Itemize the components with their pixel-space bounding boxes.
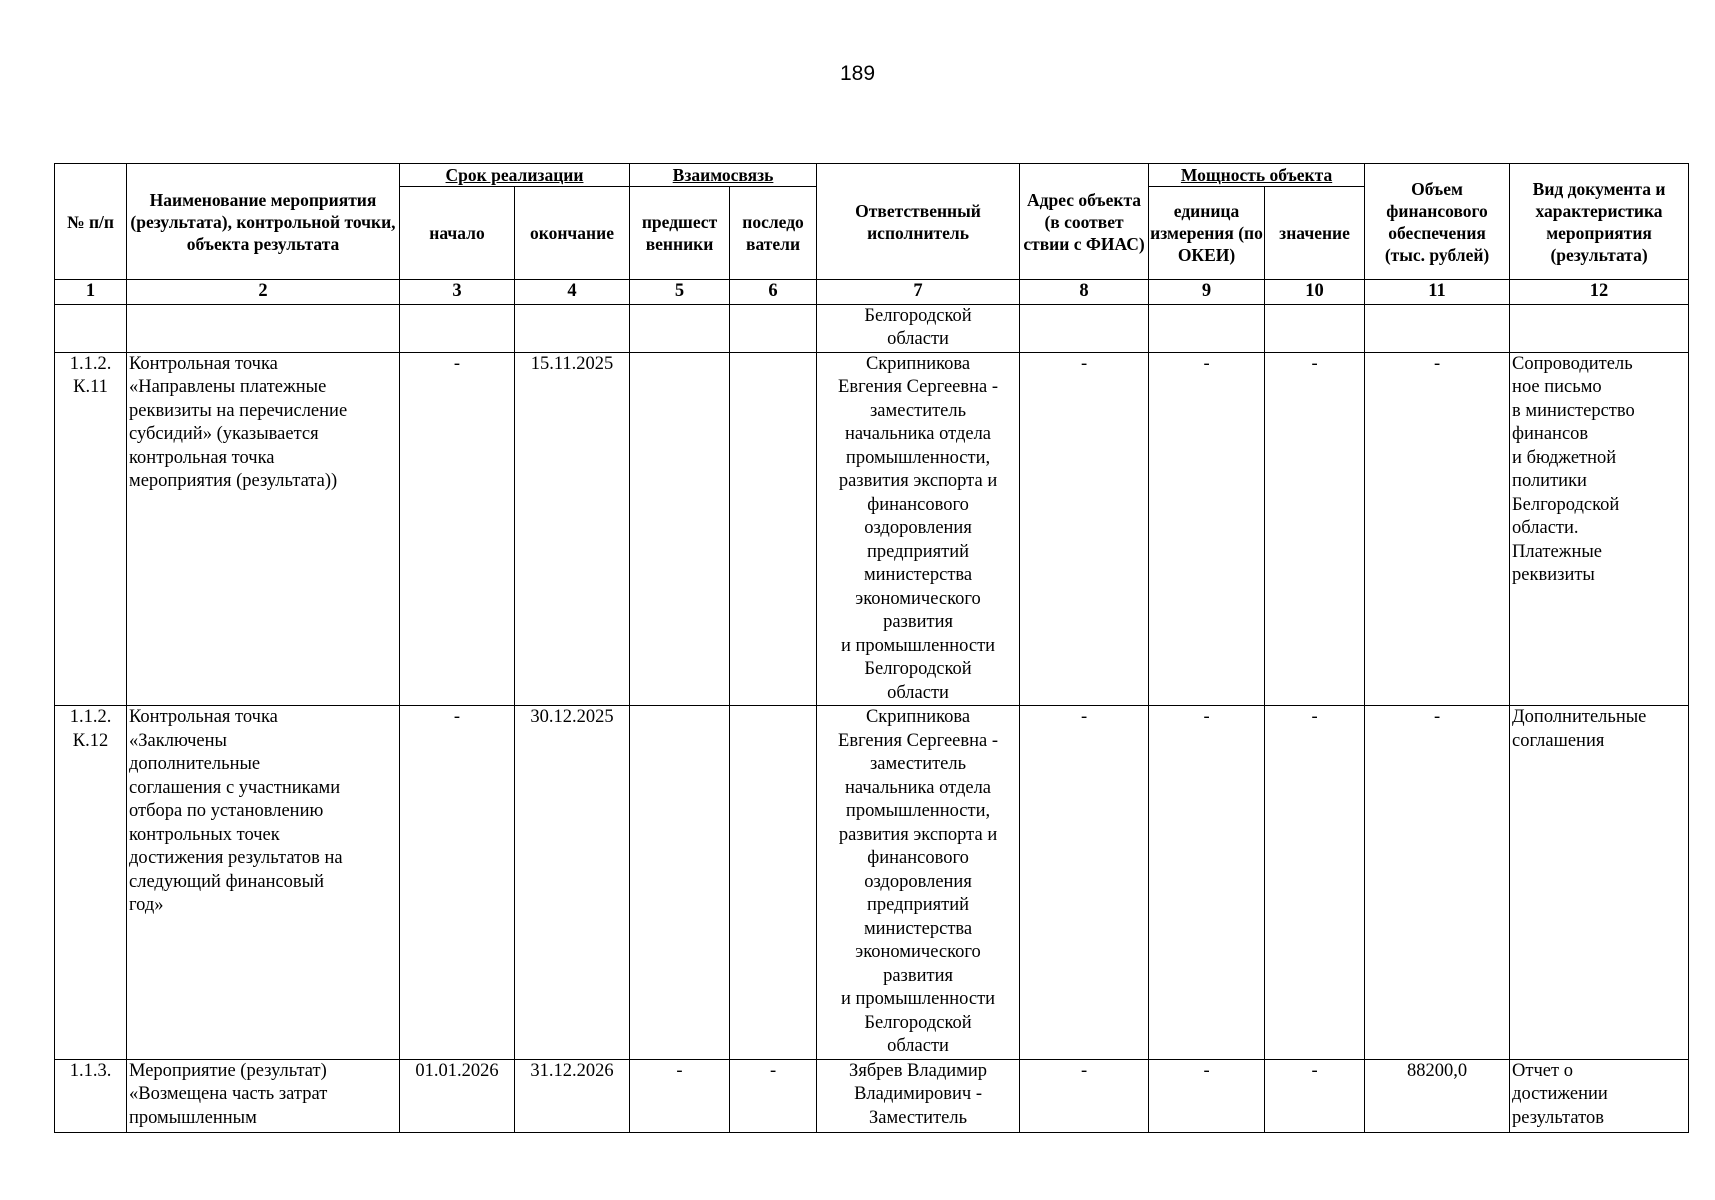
cell-end: 30.12.2025: [515, 706, 630, 1060]
cell-document: Отчет о достижении результатов: [1510, 1059, 1689, 1132]
header-power-group: Мощность объекта: [1149, 164, 1365, 187]
cell-num: 1.1.2. К.12: [55, 706, 127, 1060]
cell-responsible: Белгородской области: [817, 304, 1020, 352]
cell-document: Дополнительные соглашения: [1510, 706, 1689, 1060]
cell-value: -: [1265, 1059, 1365, 1132]
header-end: окончание: [515, 187, 630, 280]
cell-name: Контрольная точка «Направлены платежные реквизиты на перечисление субсидий» (указывается контрольная точка мероприятия (результата)): [127, 352, 400, 706]
cell-pred: -: [630, 1059, 730, 1132]
cell-finance: [1365, 304, 1510, 352]
cell-pred: [630, 352, 730, 706]
header-document: Вид документа и характеристика мероприятия (результата): [1510, 164, 1689, 280]
measures-table: [54, 163, 1689, 1133]
column-number: 11: [1365, 280, 1510, 305]
cell-succ: -: [730, 1059, 817, 1132]
cell-num: 1.1.3.: [55, 1059, 127, 1132]
cell-value: -: [1265, 706, 1365, 1060]
cell-name: Мероприятие (результат) «Возмещена часть затрат промышленным: [127, 1059, 400, 1132]
column-number: 6: [730, 280, 817, 305]
column-number: 4: [515, 280, 630, 305]
table-row: [55, 1059, 1689, 1132]
cell-num: [55, 304, 127, 352]
cell-unit: -: [1149, 352, 1265, 706]
cell-succ: [730, 352, 817, 706]
cell-finance: -: [1365, 352, 1510, 706]
column-number: 7: [817, 280, 1020, 305]
header-link-group: Взаимосвязь: [630, 164, 817, 187]
cell-value: [1265, 304, 1365, 352]
header-term-group: Срок реализации: [400, 164, 630, 187]
cell-name: [127, 304, 400, 352]
column-number: 8: [1020, 280, 1149, 305]
cell-address: -: [1020, 352, 1149, 706]
table-header-row: [55, 164, 1689, 187]
header-num: № п/п: [55, 164, 127, 280]
header-start: начало: [400, 187, 515, 280]
cell-unit: [1149, 304, 1265, 352]
cell-address: [1020, 304, 1149, 352]
cell-succ: [730, 304, 817, 352]
cell-responsible: Зябрев Владимир Владимирович - Заместитель: [817, 1059, 1020, 1132]
cell-document: [1510, 304, 1689, 352]
column-number: 9: [1149, 280, 1265, 305]
column-number: 5: [630, 280, 730, 305]
column-number: 10: [1265, 280, 1365, 305]
cell-document: Сопроводитель ное письмо в министерство финансов и бюджетной политики Белгородской области. Платежные реквизиты: [1510, 352, 1689, 706]
cell-value: -: [1265, 352, 1365, 706]
header-finance: Объем финансового обеспечения (тыс. рублей): [1365, 164, 1510, 280]
cell-end: 15.11.2025: [515, 352, 630, 706]
cell-unit: -: [1149, 706, 1265, 1060]
header-predecessors: предшест венники: [630, 187, 730, 280]
cell-finance: -: [1365, 706, 1510, 1060]
cell-start: 01.01.2026: [400, 1059, 515, 1132]
cell-name: Контрольная точка «Заключены дополнительные соглашения с участниками отбора по установлению контрольных точек достижения результатов на следующий финансовый год»: [127, 706, 400, 1060]
page-number: 189: [839, 62, 876, 85]
cell-succ: [730, 706, 817, 1060]
header-successors: последо ватели: [730, 187, 817, 280]
cell-pred: [630, 304, 730, 352]
header-value: значение: [1265, 187, 1365, 280]
cell-finance: 88200,0: [1365, 1059, 1510, 1132]
table-row: [55, 304, 1689, 352]
column-number: 3: [400, 280, 515, 305]
table-row: [55, 352, 1689, 706]
cell-unit: -: [1149, 1059, 1265, 1132]
cell-end: 31.12.2026: [515, 1059, 630, 1132]
cell-pred: [630, 706, 730, 1060]
header-address: Адрес объекта (в соответ ствии с ФИАС): [1020, 164, 1149, 280]
cell-start: -: [400, 706, 515, 1060]
column-number: 12: [1510, 280, 1689, 305]
cell-start: [400, 304, 515, 352]
cell-start: -: [400, 352, 515, 706]
cell-responsible: Скрипникова Евгения Сергеевна - заместитель начальника отдела промышленности, развития экспорта и финансового оздоровления предприятий министерства экономического развития и промышленности Белгородской области: [817, 352, 1020, 706]
cell-responsible: Скрипникова Евгения Сергеевна - заместитель начальника отдела промышленности, развития экспорта и финансового оздоровления предприятий министерства экономического развития и промышленности Белгородской области: [817, 706, 1020, 1060]
cell-address: -: [1020, 706, 1149, 1060]
column-number: 2: [127, 280, 400, 305]
header-name: Наименование мероприятия (результата), контрольной точки, объекта результата: [127, 164, 400, 280]
table-row: [55, 706, 1689, 1060]
cell-num: 1.1.2. К.11: [55, 352, 127, 706]
cell-end: [515, 304, 630, 352]
column-number-row: [55, 280, 1689, 305]
header-unit: единица измерения (по ОКЕИ): [1149, 187, 1265, 280]
header-responsible: Ответственный исполнитель: [817, 164, 1020, 280]
cell-address: -: [1020, 1059, 1149, 1132]
column-number: 1: [55, 280, 127, 305]
